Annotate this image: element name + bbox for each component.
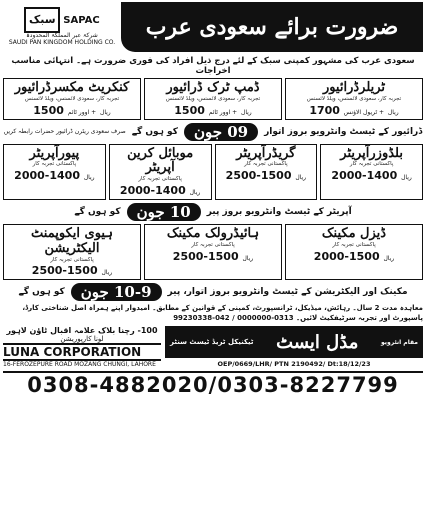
job-title: ڈیزل مکینک [321, 226, 387, 241]
salary-value: 2000-1500 [313, 249, 380, 263]
mechanic-card [285, 224, 423, 280]
banner-text: ڈرائیور کے ٹیسٹ وانٹرویو بروز اتوار [264, 126, 423, 137]
mechanic-card [144, 224, 282, 280]
job-salary [148, 250, 278, 263]
salary-unit: ریال [101, 269, 113, 277]
salary-value: 1500 [174, 103, 205, 117]
company-name-urdu: لونا کارپوریشن [60, 335, 104, 344]
salary-unit: ریال [189, 189, 201, 196]
banner-text: مکینک اور الیکٹریشن کے ٹیسٹ وانٹرویو بروز اتوار، پیر [167, 287, 408, 298]
salary-unit: ریال [383, 254, 395, 262]
intro-text: سعودی عرب کی مشہور کمپنی سبک کے لئے درج ذیل افراد کی فوری ضرورت ہے۔ انتہائی مناسب اخراجات [11, 56, 415, 76]
drivers-row [3, 78, 423, 120]
job-requirements: پاکستانی تجربہ کار [138, 176, 182, 183]
footer [3, 326, 423, 368]
job-requirements: تجربہ کار، سعودی لائسنس، ویلڈ لائسنس [24, 95, 120, 102]
operator-card [109, 144, 212, 200]
salary-value: 1500 [33, 103, 64, 117]
job-salary [7, 104, 137, 117]
contact-phones: 0308-4882020/0303-8227799 [3, 371, 423, 397]
job-salary [324, 169, 419, 182]
salary-unit: ریال [242, 254, 254, 262]
venue-block [165, 326, 423, 358]
job-salary [113, 184, 208, 197]
branch-address-urdu: 100- رچنا بلاک علامہ اقبال ٹاؤن لاہور [6, 326, 158, 336]
salary-value: 2000-1400 [119, 184, 186, 197]
salary-value: 2500-1500 [225, 169, 292, 183]
banner-suffix: کو ہوں گے [74, 207, 121, 217]
banner-text: آپریٹر کے ٹیسٹ وانٹرویو بروز پیر [206, 207, 352, 217]
job-requirements: پاکستانی تجربہ کار [32, 161, 77, 168]
salary-value: 2500-1500 [172, 249, 239, 263]
driver-card [144, 78, 282, 120]
job-title: موبائل کرین آپریٹر [127, 145, 194, 176]
headline: ضرورت برائے سعودی عرب [121, 2, 423, 52]
job-title: ہیوی ایکوپمنٹ الیکٹریشن [31, 226, 113, 256]
terms-notes: معاہدہ مدت 2 سال۔ رہائش، میڈیکل، ٹرانسپورٹ، کمپنی کے قوانین کے مطابق۔ امیدوار اپنے ہمراہ اصل شناختی کارڈ، پاسپورٹ اور تجربہ سرٹیفکیٹ لائیں۔ 0313-0000000 / 042-99230338 [22, 304, 423, 322]
job-title: ٹریلرڈرائیور [322, 80, 386, 95]
venue-name: مڈل ایسٹ [276, 331, 359, 353]
driver-card [285, 78, 423, 120]
job-requirements: تجربہ کار، سعودی لائسنس، ویلڈ لائسنس [306, 95, 402, 102]
salary-unit: ریال [387, 108, 399, 116]
operator-card [3, 144, 106, 200]
job-requirements: پاکستانی تجربہ کار [332, 241, 376, 248]
job-salary [148, 104, 278, 117]
job-title: پیورآپریٹر [29, 145, 80, 161]
driver-test-banner [3, 123, 423, 141]
company-address: 16-FEROZEPURE ROAD MOZANG CHUNGI, LAHORE [3, 361, 156, 369]
job-title: ہائیڈرولک مکینک [166, 226, 260, 241]
venue-sub: ٹیکنیکل ٹریڈ ٹیسٹ سنٹر [170, 338, 254, 347]
license-number: OEP/0669/LHR/ PTN 2190492/ Dt:18/12/23 [217, 360, 371, 369]
salary-unit: ریال [240, 108, 252, 116]
company-name: LUNA CORPORATION [3, 343, 161, 361]
salary-value: 2500-1500 [31, 264, 98, 278]
banner-date: 09 جون [184, 123, 258, 141]
banner-suffix: کو ہوں گے [18, 287, 65, 298]
job-salary [7, 264, 137, 277]
salary-unit: ریال [295, 174, 307, 182]
job-title: ڈمپ ٹرک ڈرائیور [166, 80, 260, 95]
mechanic-test-banner [3, 283, 423, 301]
job-title: کنکریٹ مکسرڈرائیور [14, 80, 130, 95]
agency-block [3, 326, 161, 368]
salary-value: 1700 [309, 103, 340, 117]
banner-date: 10-9 جون [71, 283, 162, 301]
driver-card [3, 78, 141, 120]
salary-value: 2000-1400 [331, 169, 398, 183]
operator-test-banner [3, 203, 423, 221]
job-requirements: پاکستانی تجربہ کار [349, 161, 394, 168]
logo-mark: سبک [24, 7, 60, 33]
job-requirements: پاکستانی تجربہ کار [244, 161, 288, 168]
mechanics-row [3, 224, 423, 280]
job-salary [219, 169, 314, 182]
venue-label: مقام انٹرویو [380, 338, 418, 346]
salary-note: + ٹریول الاؤنس [343, 108, 385, 116]
banner-date: 10 جون [127, 203, 201, 221]
operator-card [215, 144, 318, 200]
salary-unit: ریال [83, 174, 95, 182]
salary-note: + اوور ٹائم [208, 108, 238, 116]
job-title: گریڈرآپریٹر [236, 145, 296, 161]
logo-text: SAPAC [63, 14, 100, 26]
job-requirements: پاکستانی تجربہ کار [50, 256, 94, 263]
salary-note: + اوور ٹائم [67, 108, 97, 116]
mechanic-card [3, 224, 141, 280]
job-requirements: پاکستانی تجربہ کار [191, 241, 235, 248]
banner-note: صرف سعودی ریٹرن ڈرائیور حضرات رابطہ کریں [3, 128, 126, 136]
company-logo [3, 2, 121, 52]
logo-sub-urdu: شرکۃ عبر المملکۃ المحدودۃ [26, 32, 98, 40]
salary-unit: ریال [401, 174, 412, 182]
salary-unit: ریال [99, 108, 111, 116]
job-title: بلڈوزرآپریٹر [340, 145, 403, 161]
job-salary [289, 104, 419, 117]
operator-card [320, 144, 423, 200]
job-salary [289, 250, 419, 263]
banner-suffix: کو ہوں گے [131, 126, 178, 137]
job-requirements: تجربہ کار، سعودی لائسنس، ویلڈ لائسنس [165, 95, 261, 102]
operators-row [3, 144, 423, 200]
job-salary [7, 169, 102, 182]
salary-value: 2000-1400 [14, 169, 80, 183]
header [3, 2, 423, 52]
logo-sub: SAUDI PAN KINGDOM HOLDING CO. [8, 39, 116, 46]
